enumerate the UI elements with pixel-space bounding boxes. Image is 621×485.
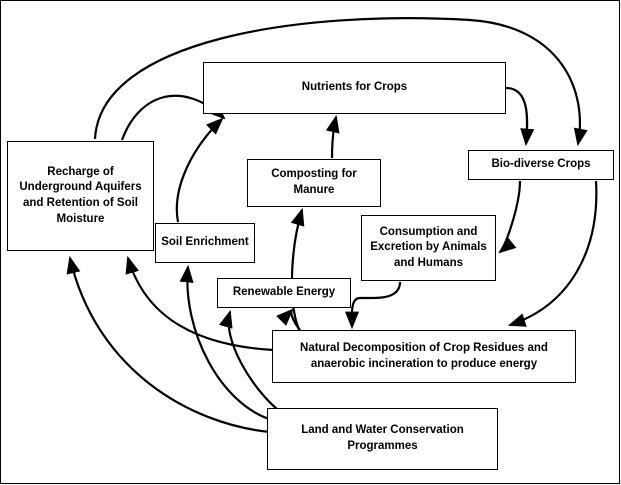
node-label: Consumption and Excretion by Animals and Humans (370, 225, 487, 269)
edge-composting-to-nutrients (332, 117, 336, 158)
node-label: Renewable Energy (232, 286, 336, 299)
node-label: Nutrients for Crops (301, 81, 408, 94)
edge-soil-to-nutrients (177, 119, 222, 222)
node-land-and-water-conservation[interactable] (267, 408, 498, 470)
node-soil-enrichment[interactable] (155, 223, 255, 263)
node-nutrients-for-crops[interactable] (203, 62, 506, 114)
node-label: Composting for Manure (271, 168, 357, 196)
edge-consumption-to-natural (352, 282, 400, 327)
node-label: Soil Enrichment (161, 236, 249, 249)
edge-biodiverse-to-natural (510, 181, 596, 325)
node-consumption-and-excretion[interactable] (361, 215, 496, 281)
edge-biodiverse-to-consumption (500, 181, 520, 252)
node-label: Bio-diverse Crops (491, 158, 591, 171)
edge-land-to-renewable (229, 312, 278, 410)
node-renewable-energy[interactable] (217, 278, 351, 308)
node-label: Land and Water Conservation Programmes (301, 424, 464, 452)
node-recharge-of-underground-aquifers[interactable] (7, 141, 154, 251)
node-bio-diverse-crops[interactable] (468, 150, 614, 180)
node-label: Recharge of Underground Aquifers and Retention of Soil Moisture (19, 165, 142, 225)
node-label: Natural Decomposition of Crop Residues and anaerobic incineration to produce energy (300, 341, 548, 370)
edge-natural-to-composting (292, 210, 302, 332)
node-composting-for-manure[interactable] (247, 159, 381, 207)
edge-nutrients-to-biodiverse (506, 88, 527, 144)
node-natural-decomposition[interactable] (272, 330, 576, 383)
